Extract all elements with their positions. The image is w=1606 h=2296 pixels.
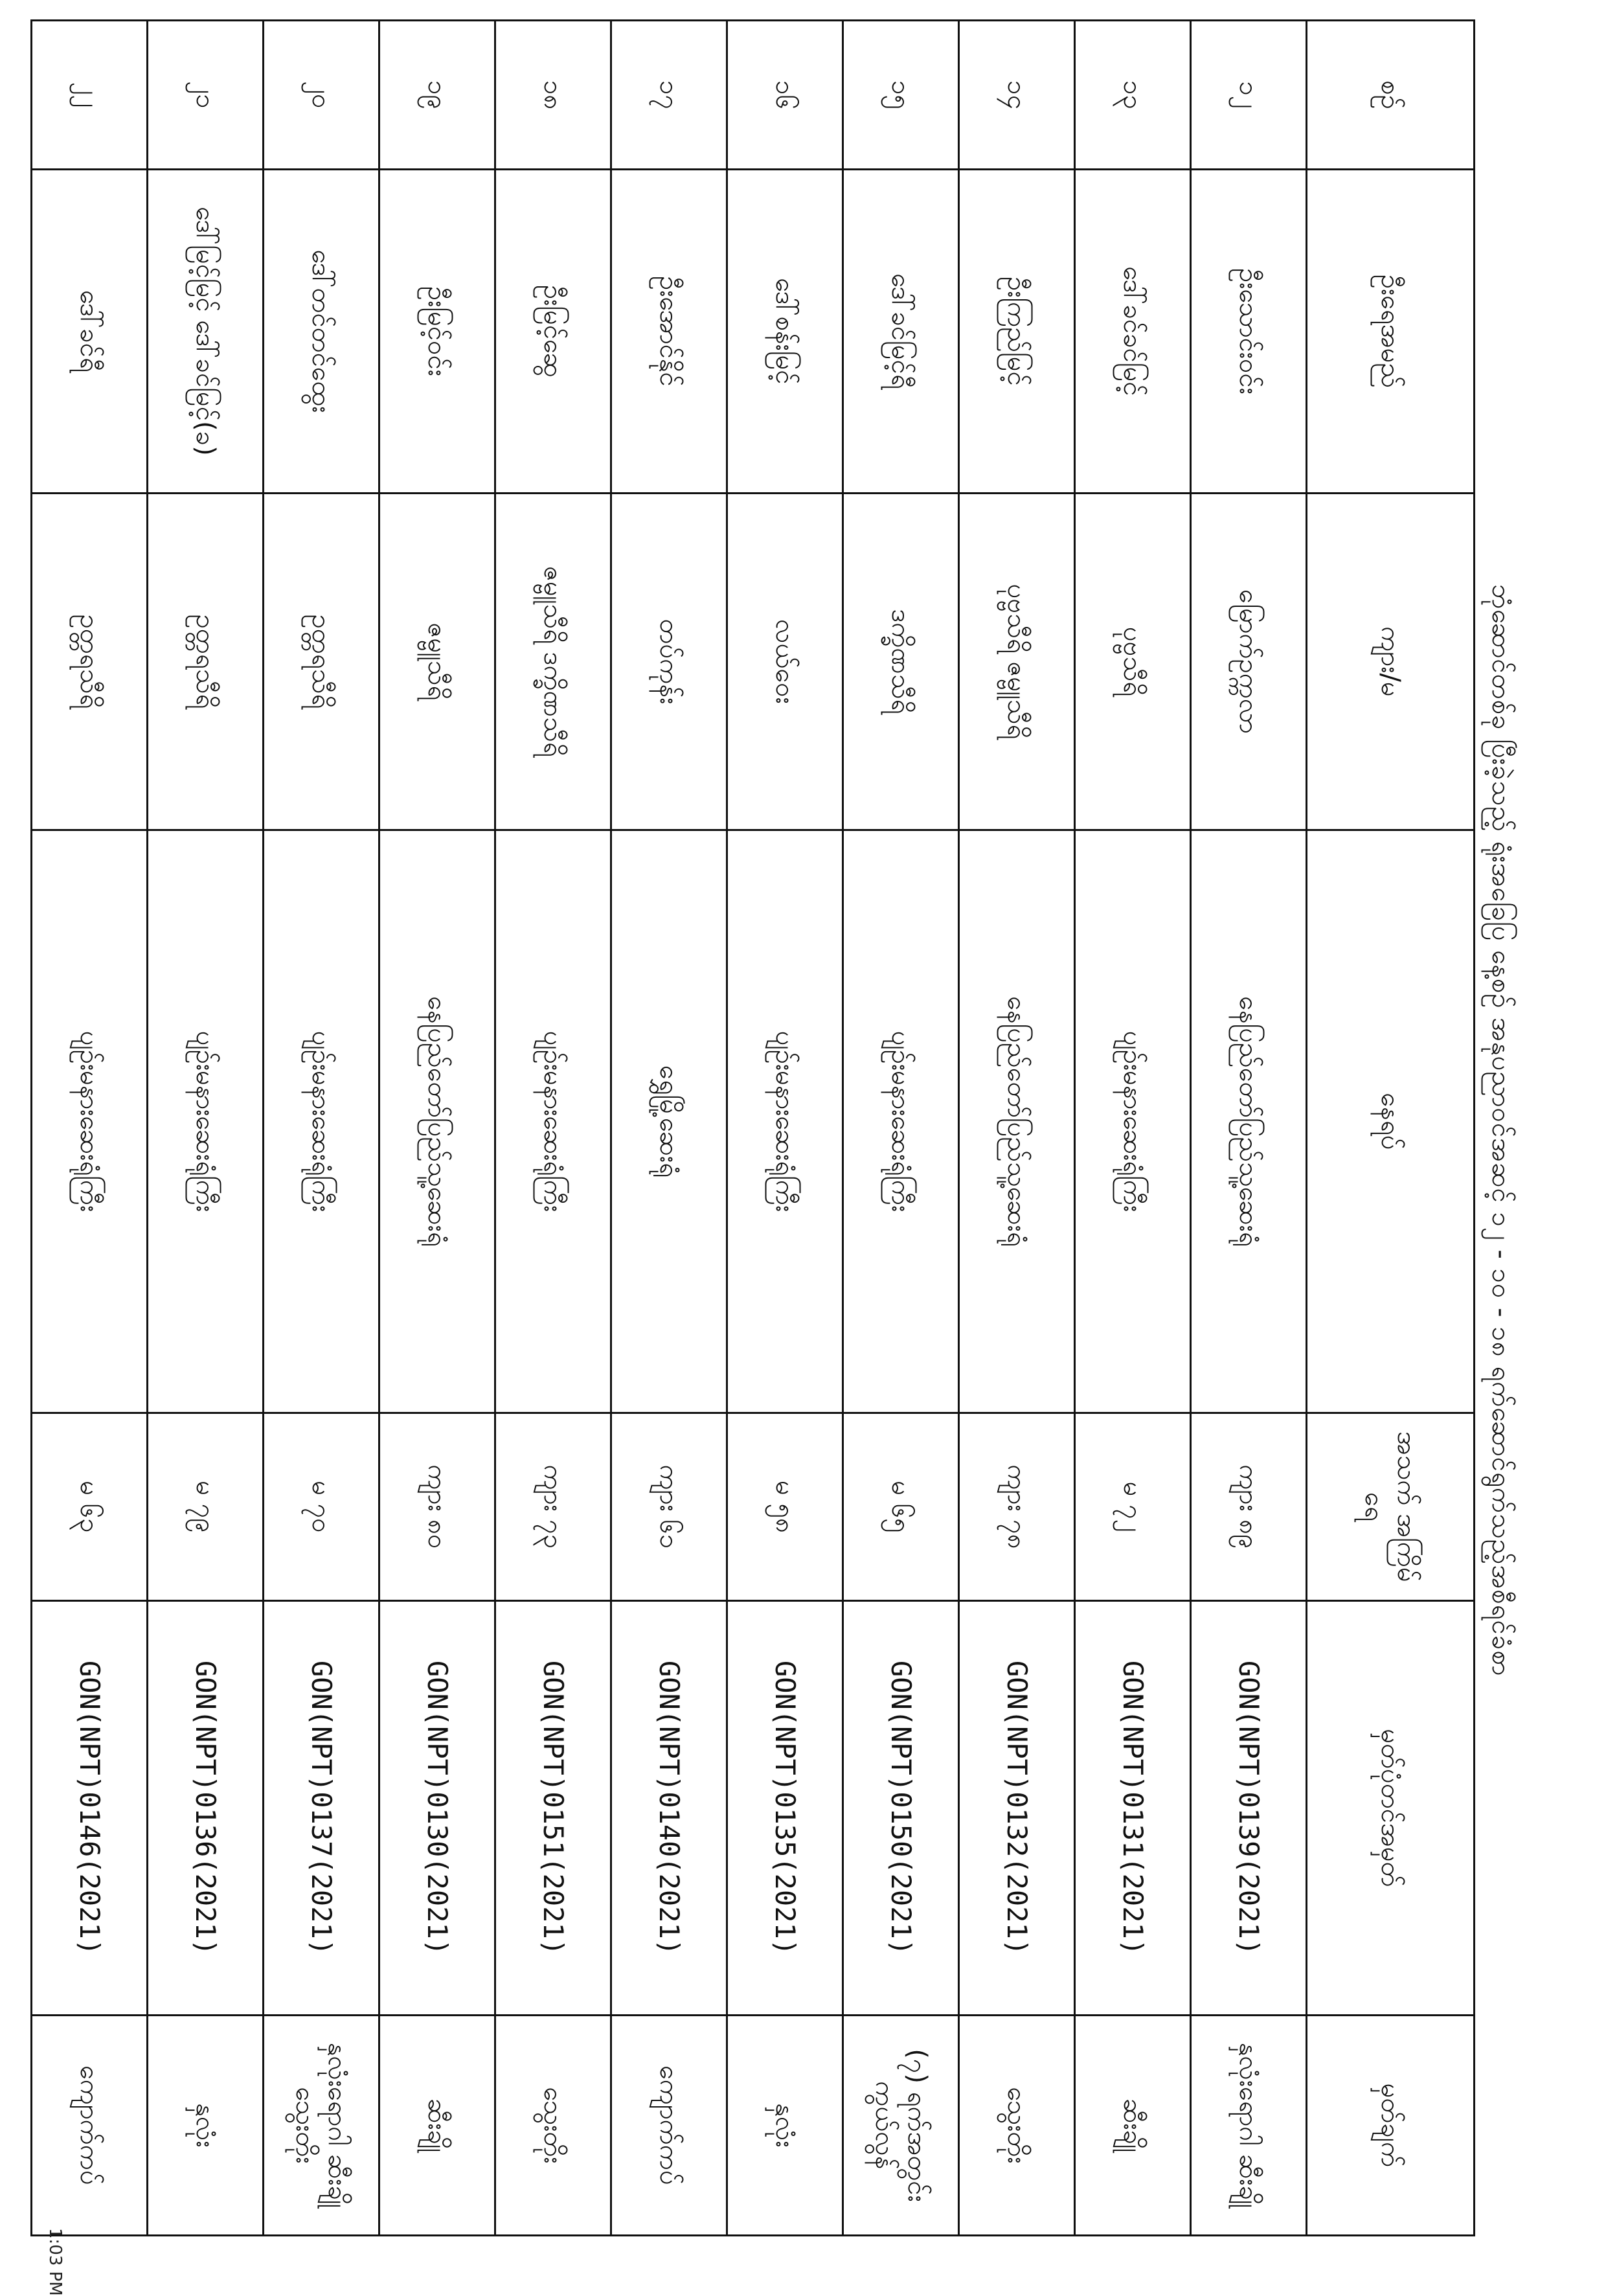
cell-registration: GON(NPT)0151(2021) (495, 1601, 611, 2016)
document-title: ဘုံဆောင်တစ်ခု ပြီးခဲ့သည့် ရုံးအခြေပြ နေ့စဉ် အနုပညာဝင်အဆင့် ၁၂ - ၁၀ - ၁၈ ရက်ဆောင်ရွက်သည့်အစီရင်ခံစာ (1486, 584, 1516, 1677)
cell-serial: ၂၁ (148, 21, 264, 170)
table-row (264, 21, 379, 2236)
cell-registration: GON(NPT)0132(2021) (959, 1601, 1075, 2016)
cell-name: ဒေါ်ခင်ရီ (32, 170, 148, 494)
cell-remarks: နှလုံးရောဂါ ဆီးချို (1191, 2016, 1307, 2236)
cell-serial: ၁၄ (959, 21, 1075, 170)
cell-registration: GON(NPT)0140(2021) (611, 1601, 727, 2016)
table-body (32, 21, 1307, 2236)
cell-hospital: ပျဉ်းမနားဆေးရုံကြီး (1075, 830, 1191, 1413)
cell-name: ဦးကြည်မြင့် (959, 170, 1075, 494)
cell-registration: GON(NPT)0131(2021) (1075, 1601, 1191, 2016)
cell-age: ကျား ၆၁ (611, 1413, 727, 1601)
cell-serial: ၁၇ (611, 21, 727, 170)
cell-registration: GON(NPT)0135(2021) (727, 1601, 843, 2016)
cell-age: မ ၇၉ (148, 1413, 264, 1601)
cell-age: မ ၆၅ (843, 1413, 959, 1601)
cell-remarks: သွေးတိုး (495, 2016, 611, 2236)
cell-township: ဇမ္ဗူသီရိ ဒက္ခိဏသီရိ (495, 494, 611, 830)
cell-serial: ၁၂ (1191, 21, 1307, 170)
cell-hospital: နေပြည်တော်ပြည်သူ့ဆေးရုံ (959, 830, 1075, 1413)
records-table (30, 19, 1475, 2236)
cell-township: လယ်ဝေး (727, 494, 843, 830)
cell-age: ကျား ၈၀ (379, 1413, 495, 1601)
cell-hospital: ပျဉ်းမနားဆေးရုံကြီး (727, 830, 843, 1413)
cell-name: ဦးအောင်နိုင် (611, 170, 727, 494)
cell-remarks: နှလုံးရောဂါ ဆီးချို သွေးတိုး (264, 2016, 379, 2236)
cell-name: ဒေါ်မြင့်မြင့် ဒေါ်ခင်မြင့်(ခ) (148, 170, 264, 494)
cell-name: ဒေါ်ခင်ခင်မြင့် (1075, 170, 1191, 494)
header-hospital: နေရပ် (1307, 830, 1475, 1413)
cell-serial: ၂၂ (32, 21, 148, 170)
cell-township: မြောက်ဥက္ကလာ (1191, 494, 1307, 830)
cell-registration: GON(NPT)0146(2021) (32, 1601, 148, 2016)
table-row (959, 21, 1075, 2236)
header-age: အသက် အကြိမ်ရေ (1307, 1413, 1475, 1601)
cell-serial: ၁၅ (843, 21, 959, 170)
cell-township: ဒက္ခိဏသီရိ (843, 494, 959, 830)
table-row (611, 21, 727, 2236)
cell-registration: GON(NPT)0137(2021) (264, 1601, 379, 2016)
table-header-row (1307, 21, 1475, 2236)
cell-hospital: ပျဉ်းမနားဆေးရုံကြီး (495, 830, 611, 1413)
cell-registration: GON(NPT)0139(2021) (1191, 1601, 1307, 2016)
cell-registration: GON(NPT)0136(2021) (148, 1601, 264, 2016)
header-remarks: မှတ်ချက် (1307, 2016, 1475, 2236)
cell-hospital: ပျဉ်းမနားဆေးရုံကြီး (148, 830, 264, 1413)
cell-remarks: နှလုံး (727, 2016, 843, 2236)
cell-township: ပုဗ္ဗသီရိ ဇမ္ဗူသီရိ (959, 494, 1075, 830)
cell-name: ဒေါ်ခင်မြင့်ရီ (843, 170, 959, 494)
cell-township: ဇမ္ဗူသီရိ (379, 494, 495, 830)
cell-serial: ၁၆ (727, 21, 843, 170)
table-row (32, 21, 148, 2236)
cell-registration: GON(NPT)0130(2021) (379, 1601, 495, 2016)
cell-remarks: ကျောက်ကပ် (611, 2016, 727, 2236)
table-row (727, 21, 843, 2236)
cell-township: ပုဗ္ဗသီရိ (1075, 494, 1191, 830)
cell-township: ဥတ္တရသီရိ (148, 494, 264, 830)
cell-township: ဥတ္တရသီရိ (32, 494, 148, 830)
cell-name: ဒေါ်စန်းမြင့် (727, 170, 843, 494)
cell-remarks: သွေးတိုး (959, 2016, 1075, 2236)
cell-serial: ၂၀ (264, 21, 379, 170)
cell-registration: GON(NPT)0150(2021) (843, 1601, 959, 2016)
cell-age: မ ၇၂ (1075, 1413, 1191, 1601)
cell-name: ဦးမြင့်ဝင်း (379, 170, 495, 494)
header-township: ကျား/မ (1307, 494, 1475, 830)
cell-name: ဒေါ်တင်တင်ထွေး (264, 170, 379, 494)
header-name: ဦးရေအမည် (1307, 170, 1475, 494)
cell-serial: ၁၉ (379, 21, 495, 170)
cell-remarks: နှလုံး (148, 2016, 264, 2236)
cell-age: မ ၇၀ (264, 1413, 379, 1601)
cell-hospital: နေပြည်တော်ပြည်သူ့ဆေးရုံ (1191, 830, 1307, 1413)
cell-township: ဥတ္တရသီရိ (264, 494, 379, 830)
cell-hospital: ပျဉ်းမနားဆေးရုံကြီး (264, 830, 379, 1413)
rotated-sheet (44, 13, 1527, 2247)
header-registration: မှတ်ပုံတင်အမှတ် (1307, 1601, 1475, 2016)
cell-hospital: ပျဉ်းမနားဆေးရုံကြီး (843, 830, 959, 1413)
cell-serial: ၁၈ (495, 21, 611, 170)
cell-remarks: ကျောက်ကပ် (32, 2016, 148, 2236)
table-row (148, 21, 264, 2236)
header-serial: စဉ် (1307, 21, 1475, 170)
cell-age: ကျား ၈၉ (1191, 1413, 1307, 1601)
cell-age: ကျား ၇၃ (495, 1413, 611, 1601)
cell-hospital: နေပြည်တော်ပြည်သူ့ဆေးရုံ (379, 830, 495, 1413)
cell-age: မ ၆၃ (32, 1413, 148, 1601)
print-timestamp: 1:03 PM (45, 2228, 65, 2296)
cell-name: ဦးမြင့်ဆွေ (495, 170, 611, 494)
table-row (379, 21, 495, 2236)
cell-hospital: ရွှေမြို့ဆေးရုံ (611, 830, 727, 1413)
cell-remarks: (၇) ရက်အတွင်းကွယ်လွန် (843, 2016, 959, 2236)
cell-name: ဦးသောင်းဝင်း (1191, 170, 1307, 494)
table-row (1191, 21, 1307, 2236)
cell-serial: ၁၃ (1075, 21, 1191, 170)
cell-remarks: ဆီးချို (379, 2016, 495, 2236)
cell-age: မ ၅၈ (727, 1413, 843, 1601)
cell-age: ကျား ၇၈ (959, 1413, 1075, 1601)
cell-township: တပ်ကုန်း (611, 494, 727, 830)
table-row (843, 21, 959, 2236)
cell-hospital: ပျဉ်းမနားဆေးရုံကြီး (32, 830, 148, 1413)
table-row (495, 21, 611, 2236)
cell-remarks: ဆီးချို (1075, 2016, 1191, 2236)
table-row (1075, 21, 1191, 2236)
